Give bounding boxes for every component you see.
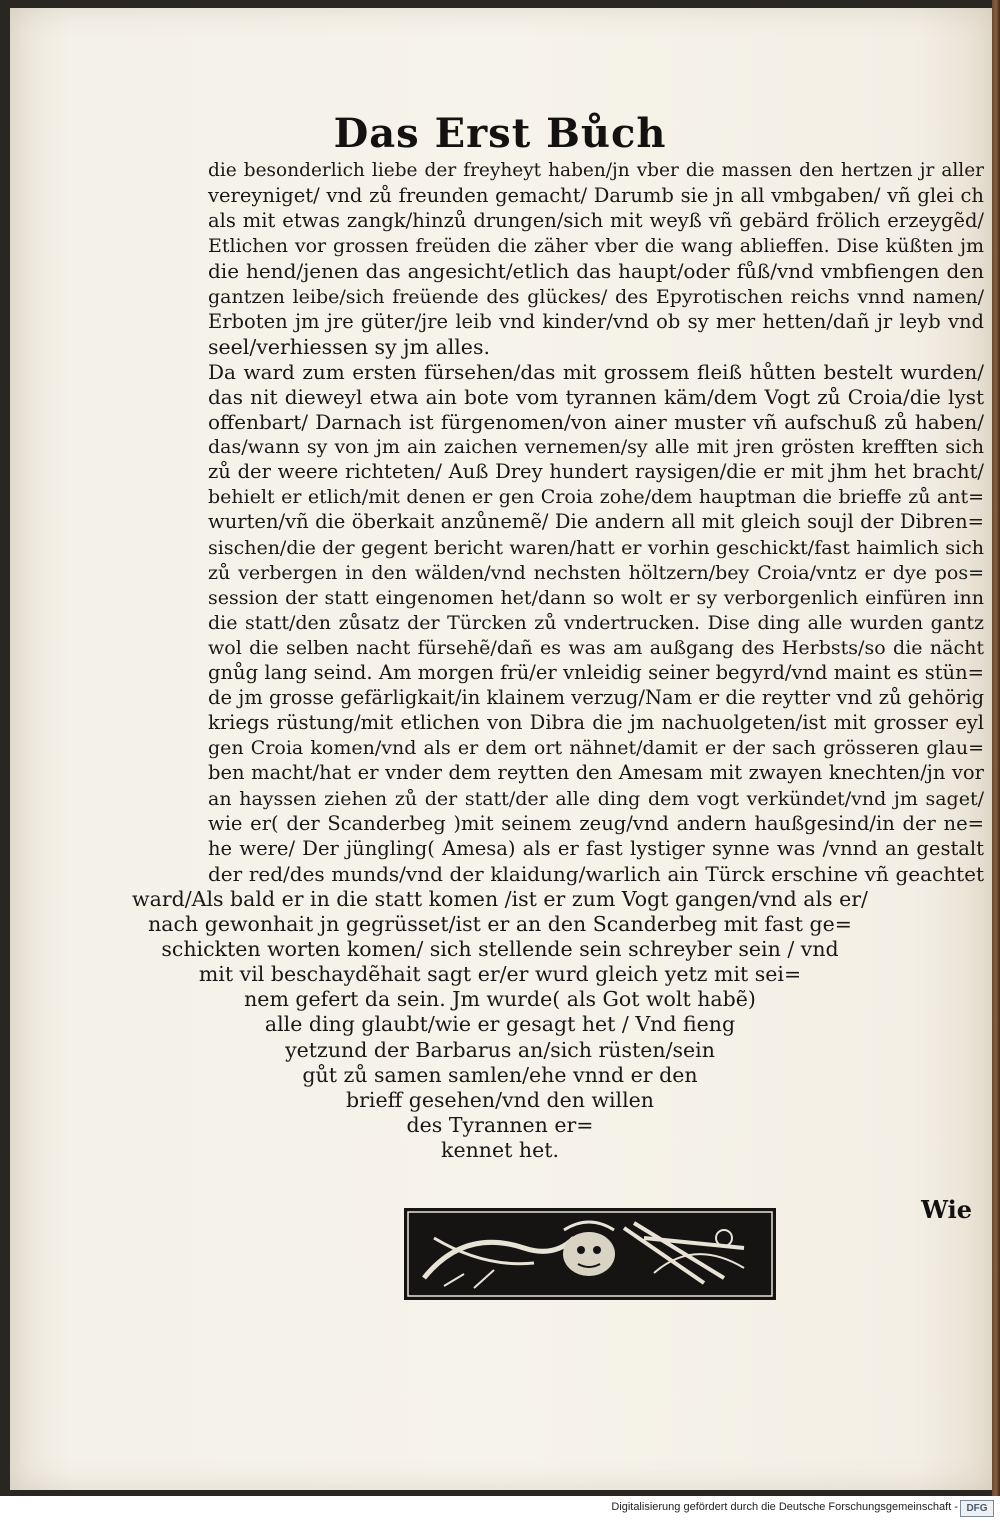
woodcut-ornament [404,1208,776,1300]
funding-credit: Digitalisierung gefördert durch die Deutsche Forschungsgemeinschaft - [611,1501,958,1513]
text-line: an hayssen ziehen zů der statt/der alle ding dem vogt verkündet/vnd jm saget/ [208,787,984,810]
catchword: Wie [921,1195,972,1224]
text-line: als mit etwas zangk/hinzů drungen/sich mit weyß vñ gebärd frölich erzeygẽd/ [208,209,984,233]
text-line: Da ward zum ersten fürsehen/das mit grossem fleiß hůtten bestelt wurden/ [208,359,984,384]
text-line: das nit dieweyl etwa ain bote vom tyrannen käm/dem Vogt zů Croia/die lyst [208,384,984,409]
text-line: zů verbergen in den wälden/vnd nechsten höltzern/bey Croia/vntz er dye pos= [208,561,984,584]
text-line: Etlichen vor grossen freüden die zäher vber die wang ablieffen. Dise küßten jm [208,235,984,258]
text-line: der red/des munds/vnd der klaidung/warlich ain Türck erschine vñ geachtet [208,861,984,886]
text-line-taper: kennet het. [441,1137,559,1162]
text-line-taper: des Tyrannen er= [406,1112,594,1137]
text-line: die besonderlich liebe der freyheyt haben/jn vber die massen den hertzen jr aller [208,160,984,181]
text-line: gnůg lang seind. Am morgen frü/er vnleidig seiner begyrd/vnd maint es stün= [208,661,984,684]
text-line-taper: yetzund der Barbarus an/sich rüsten/sein [285,1037,715,1062]
text-line: sischen/die der gegent bericht waren/hatt er vorhin geschickt/fast haimlich sich [208,536,984,559]
text-line: kriegs rüstung/mit etlichen von Dibra die jm nachuolgeten/ist mit grosser eyl [208,711,984,735]
text-line-taper: nem gefert da sein. Jm wurde( als Got wolt habẽ) [244,987,756,1012]
text-line: zů der weere richteten/ Auß Drey hundert raysigen/die er mit jhm het bracht/ [208,460,984,484]
text-line: ben macht/hat er vnder dem reytten den Amesam mit zwayen knechten/jn vor [208,761,984,785]
text-line: de jm grosse gefärligkait/in klainem verzug/Nam er die reytter vnd zů gehörig [208,686,985,710]
text-line-taper: nach gewonhait jn gegrüsset/ist er an den Scanderbeg mit fast ge= [148,912,852,936]
text-line: vereyniget/ vnd zů freunden gemacht/ Darumb sie jn all vmbgaben/ vñ glei ch [208,184,984,208]
text-line-taper: schickten worten komen/ sich stellende sein schreyber sein / vnd [161,937,839,962]
book-edge [992,0,1000,1496]
footer-bar [0,1496,1000,1521]
text-line: wol die selben nacht fürsehẽ/dañ es was am außgang des Herbsts/so die nächt [208,636,984,659]
text-line: das/wann sy von jm ain zaichen vernemen/sy alle mit jren grösten krefften sich [208,436,984,459]
text-line-taper: mit vil beschaydẽhait sagt er/er wurd gleich yetz mit sei= [198,962,802,987]
text-line: gen Croia komen/vnd als er dem ort nähnet/damit er der sach grösseren glau= [208,737,984,760]
dfg-logo: DFG [960,1500,994,1517]
text-line-taper: gůt zů samen samlen/ehe vnnd er den [302,1062,698,1087]
text-line: Erboten jm jre güter/jre leib vnd kinder/vnd ob sy mer hetten/dañ jr leyb vnd [208,309,984,333]
text-line: wurten/vñ die öberkait anzůnemẽ/ Die andern all mit gleich soujl der Dibren= [208,510,984,534]
text-line: wie er( der Scanderbeg )mit seinem zeug/vnd andern haußgesind/in der ne= [208,811,984,835]
text-line-taper: brieff gesehen/vnd den willen [346,1087,654,1112]
text-line: offenbart/ Darnach ist fürgenomen/von ainer muster vñ aufschuß zů haben/ [208,410,984,434]
text-line: session der statt eingenomen het/dann so wolt er sy verborgenlich einfüren inn [208,586,984,609]
text-line: seel/verhiessen sy jm alles. [208,334,490,359]
text-line: behielt er etlich/mit denen er gen Croia zohe/dem hauptman die brieffe zů ant= [208,486,984,509]
text-line-taper: alle ding glaubt/wie er gesagt het / Vnd fieng [264,1012,736,1037]
text-line: gantzen leibe/sich freüende des glückes/ des Epyrotischen reichs vnnd namen/ [208,285,984,308]
text-line: die hend/jenen das angesicht/etlich das haupt/oder fůß/vnd vmbfiengen den [208,259,984,284]
page-heading: Das Erst Bůch [333,110,667,157]
text-line: die statt/den zůsatz der Türcken zů vndertrucken. Dise ding alle wurden gantz [208,611,984,634]
text-line: he were/ Der jüngling( Amesa) als er fast lystiger synne was /vnnd an gestalt [208,836,984,860]
text-line-taper: ward/Als bald er in die statt komen /ist er zum Vogt gangen/vnd als er/ [132,886,868,911]
